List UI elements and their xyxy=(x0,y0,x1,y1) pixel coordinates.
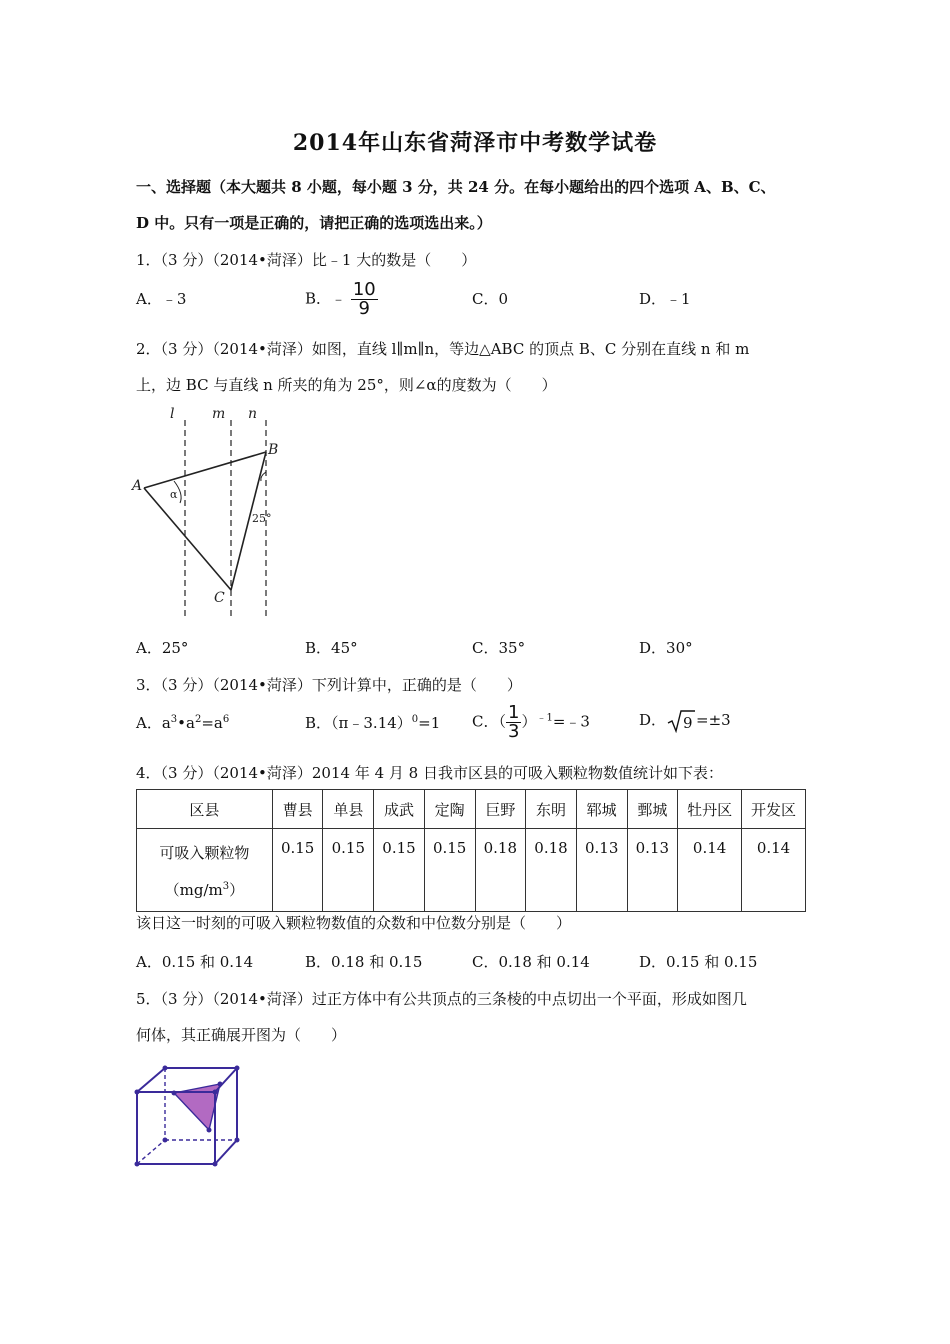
fraction-denominator: 9 xyxy=(358,298,370,319)
q1-option-b-prefix: B．﹣ xyxy=(305,289,347,308)
q3-a-exp3: 6 xyxy=(222,714,230,725)
header-cell: 成武 xyxy=(374,790,425,829)
value-cell: 0.15 xyxy=(272,829,323,912)
q4-option-c: C．0.18 和 0.14 xyxy=(472,953,590,971)
q1-option-a: A．﹣3 xyxy=(136,290,187,308)
sqrt-radicand: 9 xyxy=(683,714,693,732)
header-cell: 单县 xyxy=(323,790,374,829)
label-n: n xyxy=(248,406,258,422)
q5-stem-line2: 何体，其正确展开图为（ ） xyxy=(136,1026,347,1044)
header-cell: 郓城 xyxy=(576,790,627,829)
q3-d-tail: =±3 xyxy=(696,711,731,729)
value-cell: 0.14 xyxy=(678,829,742,912)
q2-triangle-figure xyxy=(130,402,290,624)
side-ac xyxy=(144,488,231,590)
q3-c-tail: =﹣3 xyxy=(552,712,590,731)
q5-stem-line1: 5．（3 分）（2014•菏泽）过正方体中有公共顶点的三条棱的中点切出一个平面，形成如图几 xyxy=(136,990,747,1008)
q4-option-b: B．0.18 和 0.15 xyxy=(305,953,423,971)
label-alpha: α xyxy=(170,488,178,501)
q2-option-b: B．45° xyxy=(305,639,358,657)
value-cell: 0.18 xyxy=(526,829,577,912)
q4-after-text: 该日这一时刻的可吸入颗粒物数值的众数和中位数分别是（ ） xyxy=(136,914,572,932)
q3-c-close: ） xyxy=(521,712,537,731)
header-cell: 牡丹区 xyxy=(678,790,742,829)
row-label-line1: 可吸入颗粒物 xyxy=(159,843,250,862)
q3-a-eq: =a xyxy=(201,714,223,732)
angle-25-arc xyxy=(261,472,266,481)
header-cell: 开发区 xyxy=(742,790,806,829)
q1-option-d: D．﹣1 xyxy=(639,290,691,308)
q3-option-c xyxy=(472,704,590,741)
label-c: C xyxy=(214,590,225,606)
q3-option-d xyxy=(639,709,731,733)
header-cell: 鄄城 xyxy=(627,790,678,829)
q1-stem: 1．（3 分）（2014•菏泽）比﹣1 大的数是（ ） xyxy=(136,251,477,269)
header-cell: 区县 xyxy=(137,790,273,829)
q1-option-c: C．0 xyxy=(472,290,509,308)
value-cell: 0.14 xyxy=(742,829,806,912)
q5-cube-figure xyxy=(130,1062,246,1170)
value-cell: 0.15 xyxy=(374,829,425,912)
q2-option-d: D．30° xyxy=(639,639,693,657)
label-l: l xyxy=(170,406,175,422)
table-header-row xyxy=(137,790,806,829)
row-label-cell xyxy=(137,829,273,912)
section-heading-line1: 一、选择题（本大题共 8 小题，每小题 3 分，共 24 分。在每小题给出的四个选项 A、B、C、 xyxy=(136,178,776,196)
header-cell: 定陶 xyxy=(424,790,475,829)
value-cell: 0.15 xyxy=(323,829,374,912)
q3-c-prefix: C．（ xyxy=(472,712,506,731)
q2-stem-line1: 2．（3 分）（2014•菏泽）如图，直线 l∥m∥n，等边△ABC 的顶点 B、C 分别在直线 n 和 m xyxy=(136,340,750,358)
table-row xyxy=(137,829,806,912)
side-ab xyxy=(144,452,266,488)
q3-b-tail: =1 xyxy=(418,714,441,732)
q2-stem-line2: 上，边 BC 与直线 n 所夹的角为 25°，则∠α的度数为（ ） xyxy=(136,376,557,394)
q1-option-b-fraction xyxy=(351,281,378,318)
label-b: B xyxy=(268,442,279,458)
q2-option-c: C．35° xyxy=(472,639,526,657)
header-cell: 曹县 xyxy=(272,790,323,829)
page-title: 2014年山东省菏泽市中考数学试卷 xyxy=(292,130,658,156)
q3-option-b xyxy=(305,712,440,733)
q2-option-a: A．25° xyxy=(136,639,189,657)
section-heading-line2: D 中。只有一项是正确的，请把正确的选项选出来。） xyxy=(136,214,492,232)
label-25: 25° xyxy=(252,512,272,525)
value-cell: 0.13 xyxy=(627,829,678,912)
q3-option-a xyxy=(136,712,229,733)
q3-b-exp: 0 xyxy=(411,714,419,725)
q3-a-exp2: 2 xyxy=(194,714,202,725)
q4-option-a: A．0.15 和 0.14 xyxy=(136,953,254,971)
q1-option-b xyxy=(305,281,378,318)
value-cell: 0.18 xyxy=(475,829,526,912)
fraction-numerator: 10 xyxy=(352,279,376,300)
label-a: A xyxy=(132,478,143,494)
fraction-denominator: 3 xyxy=(507,721,520,742)
q4-option-d: D．0.15 和 0.15 xyxy=(639,953,758,971)
q3-d-prefix: D． xyxy=(639,711,667,729)
q3-a-mid: •a xyxy=(177,714,195,732)
label-m: m xyxy=(212,406,226,422)
header-cell: 东明 xyxy=(526,790,577,829)
value-cell: 0.15 xyxy=(424,829,475,912)
sqrt-symbol-icon xyxy=(666,709,696,733)
q4-stem: 4．（3 分）（2014•菏泽）2014 年 4 月 8 日我市区县的可吸入颗粒物数值统计如下表： xyxy=(136,764,723,782)
value-cell: 0.13 xyxy=(576,829,627,912)
q3-c-exp: ﹣1 xyxy=(536,712,553,724)
row-label-line2: $(mg/m^3)$ xyxy=(164,880,245,899)
header-cell: 巨野 xyxy=(475,790,526,829)
q3-b-text: B．（π﹣3.14） xyxy=(305,714,412,732)
fraction-numerator: 1 xyxy=(507,702,520,723)
q3-c-fraction xyxy=(506,704,521,741)
q3-a-exp1: 3 xyxy=(170,714,178,725)
q3-stem: 3．（3 分）（2014•菏泽）下列计算中，正确的是（ ） xyxy=(136,676,522,694)
q3-a-base: A．a xyxy=(136,714,171,732)
pm-data-table xyxy=(136,789,806,912)
